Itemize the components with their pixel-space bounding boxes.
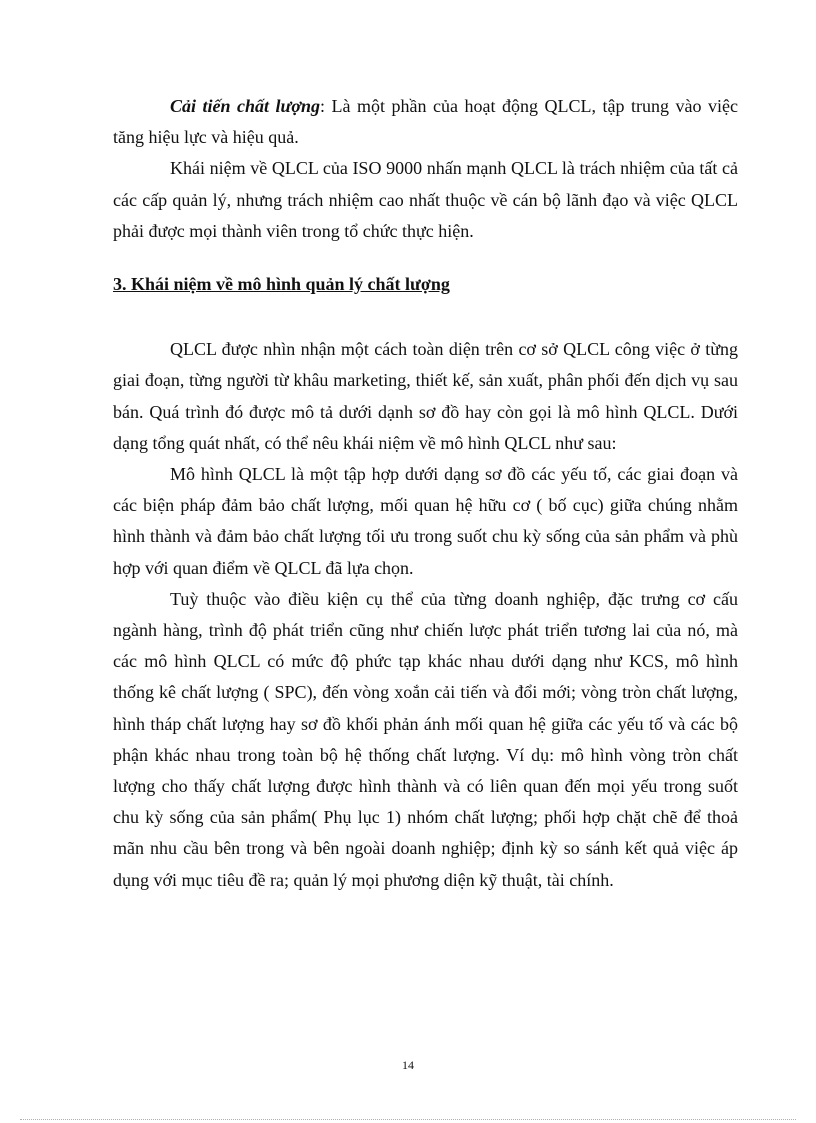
paragraph-quality-improvement: [113, 91, 738, 153]
paragraph-iso-concept: Khái niệm về QLCL của ISO 9000 nhấn mạnh QLCL là trách nhiệm của tất cả các cấp quản lý, nhưng trách nhiệm cao nhất thuộc về cán bộ lãnh đạo và việc QLCL phải được mọi thành viên trong tổ chức thực hiện.: [113, 158, 738, 241]
page-bottom-border: [20, 1119, 796, 1120]
page-number: 14: [402, 1058, 414, 1072]
paragraph-model-types: Tuỳ thuộc vào điều kiện cụ thể của từng doanh nghiệp, đặc trưng cơ cấu ngành hàng, trình độ phát triển cũng như chiến lược phát triển tương lai của nó, mà các mô hình QLCL có mức độ phức tạp khác nhau dưới dạng như KCS, mô hình thống kê chất lượng ( SPC), đến vòng xoắn cải tiến và đổi mới; vòng tròn chất lượng, hình tháp chất lượng hay sơ đồ khối phản ánh mối quan hệ giữa các yếu tố và các bộ phận khác nhau trong toàn bộ hệ thống chất lượng. Ví dụ: mô hình vòng tròn chất lượng cho thấy chất lượng được hình thành và có liên quan đến mọi yếu trong suốt chu kỳ sống của sản phẩm( Phụ lục 1) nhóm chất lượng; phối hợp chặt chẽ để thoả mãn nhu cầu bên trong và bên ngoài doanh nghiệp; định kỳ so sánh kết quả việc áp dụng với mục tiêu đề ra; quản lý mọi phương diện kỹ thuật, tài chính.: [113, 588, 738, 890]
paragraph-1-text: : Là một phần của hoạt động QLCL, tập trung vào việc tăng hiệu lực và hiệu quả.: [113, 96, 738, 148]
paragraph-model-definition: Mô hình QLCL là một tập hợp dưới dạng sơ đồ các yếu tố, các giai đoạn và các biện pháp đảm bảo chất lượng, mối quan hệ hữu cơ ( bố cục) giữa chúng nhằm hình thành và đảm bảo chất lượng tối ưu trong suốt chu kỳ sống của sản phẩm và phù hợp với quan điểm về QLCL đã lựa chọn.: [113, 464, 738, 578]
body-text: [113, 91, 738, 896]
paragraph-qlcl-overview: QLCL được nhìn nhận một cách toàn diện trên cơ sở QLCL công việc ở từng giai đoạn, từng người từ khâu marketing, thiết kế, sản xuất, phân phối đến dịch vụ sau bán. Quá trình đó được mô tả dưới dạnh sơ đồ hay còn gọi là mô hình QLCL. Dưới dạng tổng quát nhất, có thể nêu khái niệm về mô hình QLCL như sau:: [113, 339, 738, 453]
section-heading: 3. Khái niệm về mô hình quản lý chất lượng: [113, 274, 450, 295]
term-quality-improvement: Cải tiến chất lượng: [170, 96, 320, 116]
